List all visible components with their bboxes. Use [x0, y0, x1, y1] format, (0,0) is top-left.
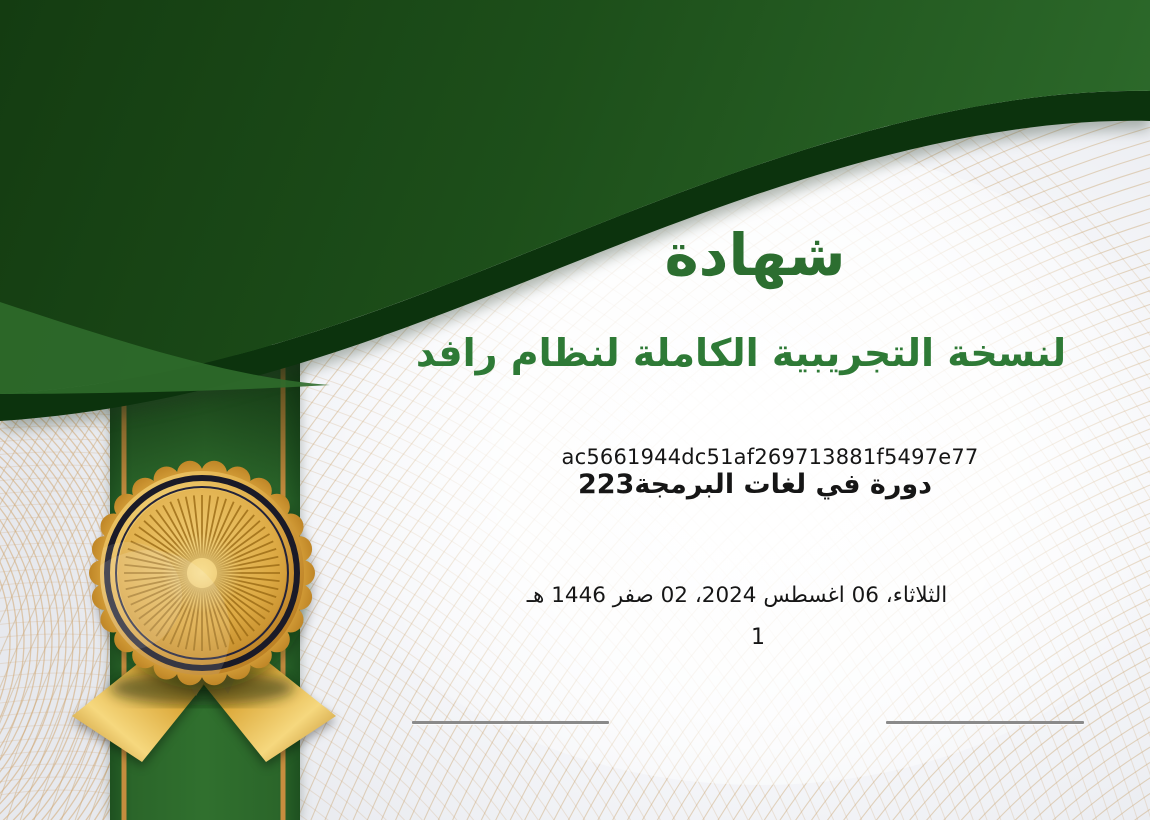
- signature-line-right: [886, 721, 1084, 724]
- signature-line-left: [412, 721, 609, 724]
- certificate-id: ac5661944dc51af269713881f5497e77: [561, 445, 979, 469]
- certificate-subtitle: لنسخة التجريبية الكاملة لنظام رافد: [415, 331, 1067, 375]
- certificate-date: الثلاثاء، 06 اغسطس 2024، 02 صفر 1446 هـ: [526, 583, 948, 608]
- serial-number: 1: [751, 625, 765, 650]
- course-name: دورة في لغات البرمجة223: [577, 469, 933, 500]
- certificate-title: شهادة: [664, 221, 846, 289]
